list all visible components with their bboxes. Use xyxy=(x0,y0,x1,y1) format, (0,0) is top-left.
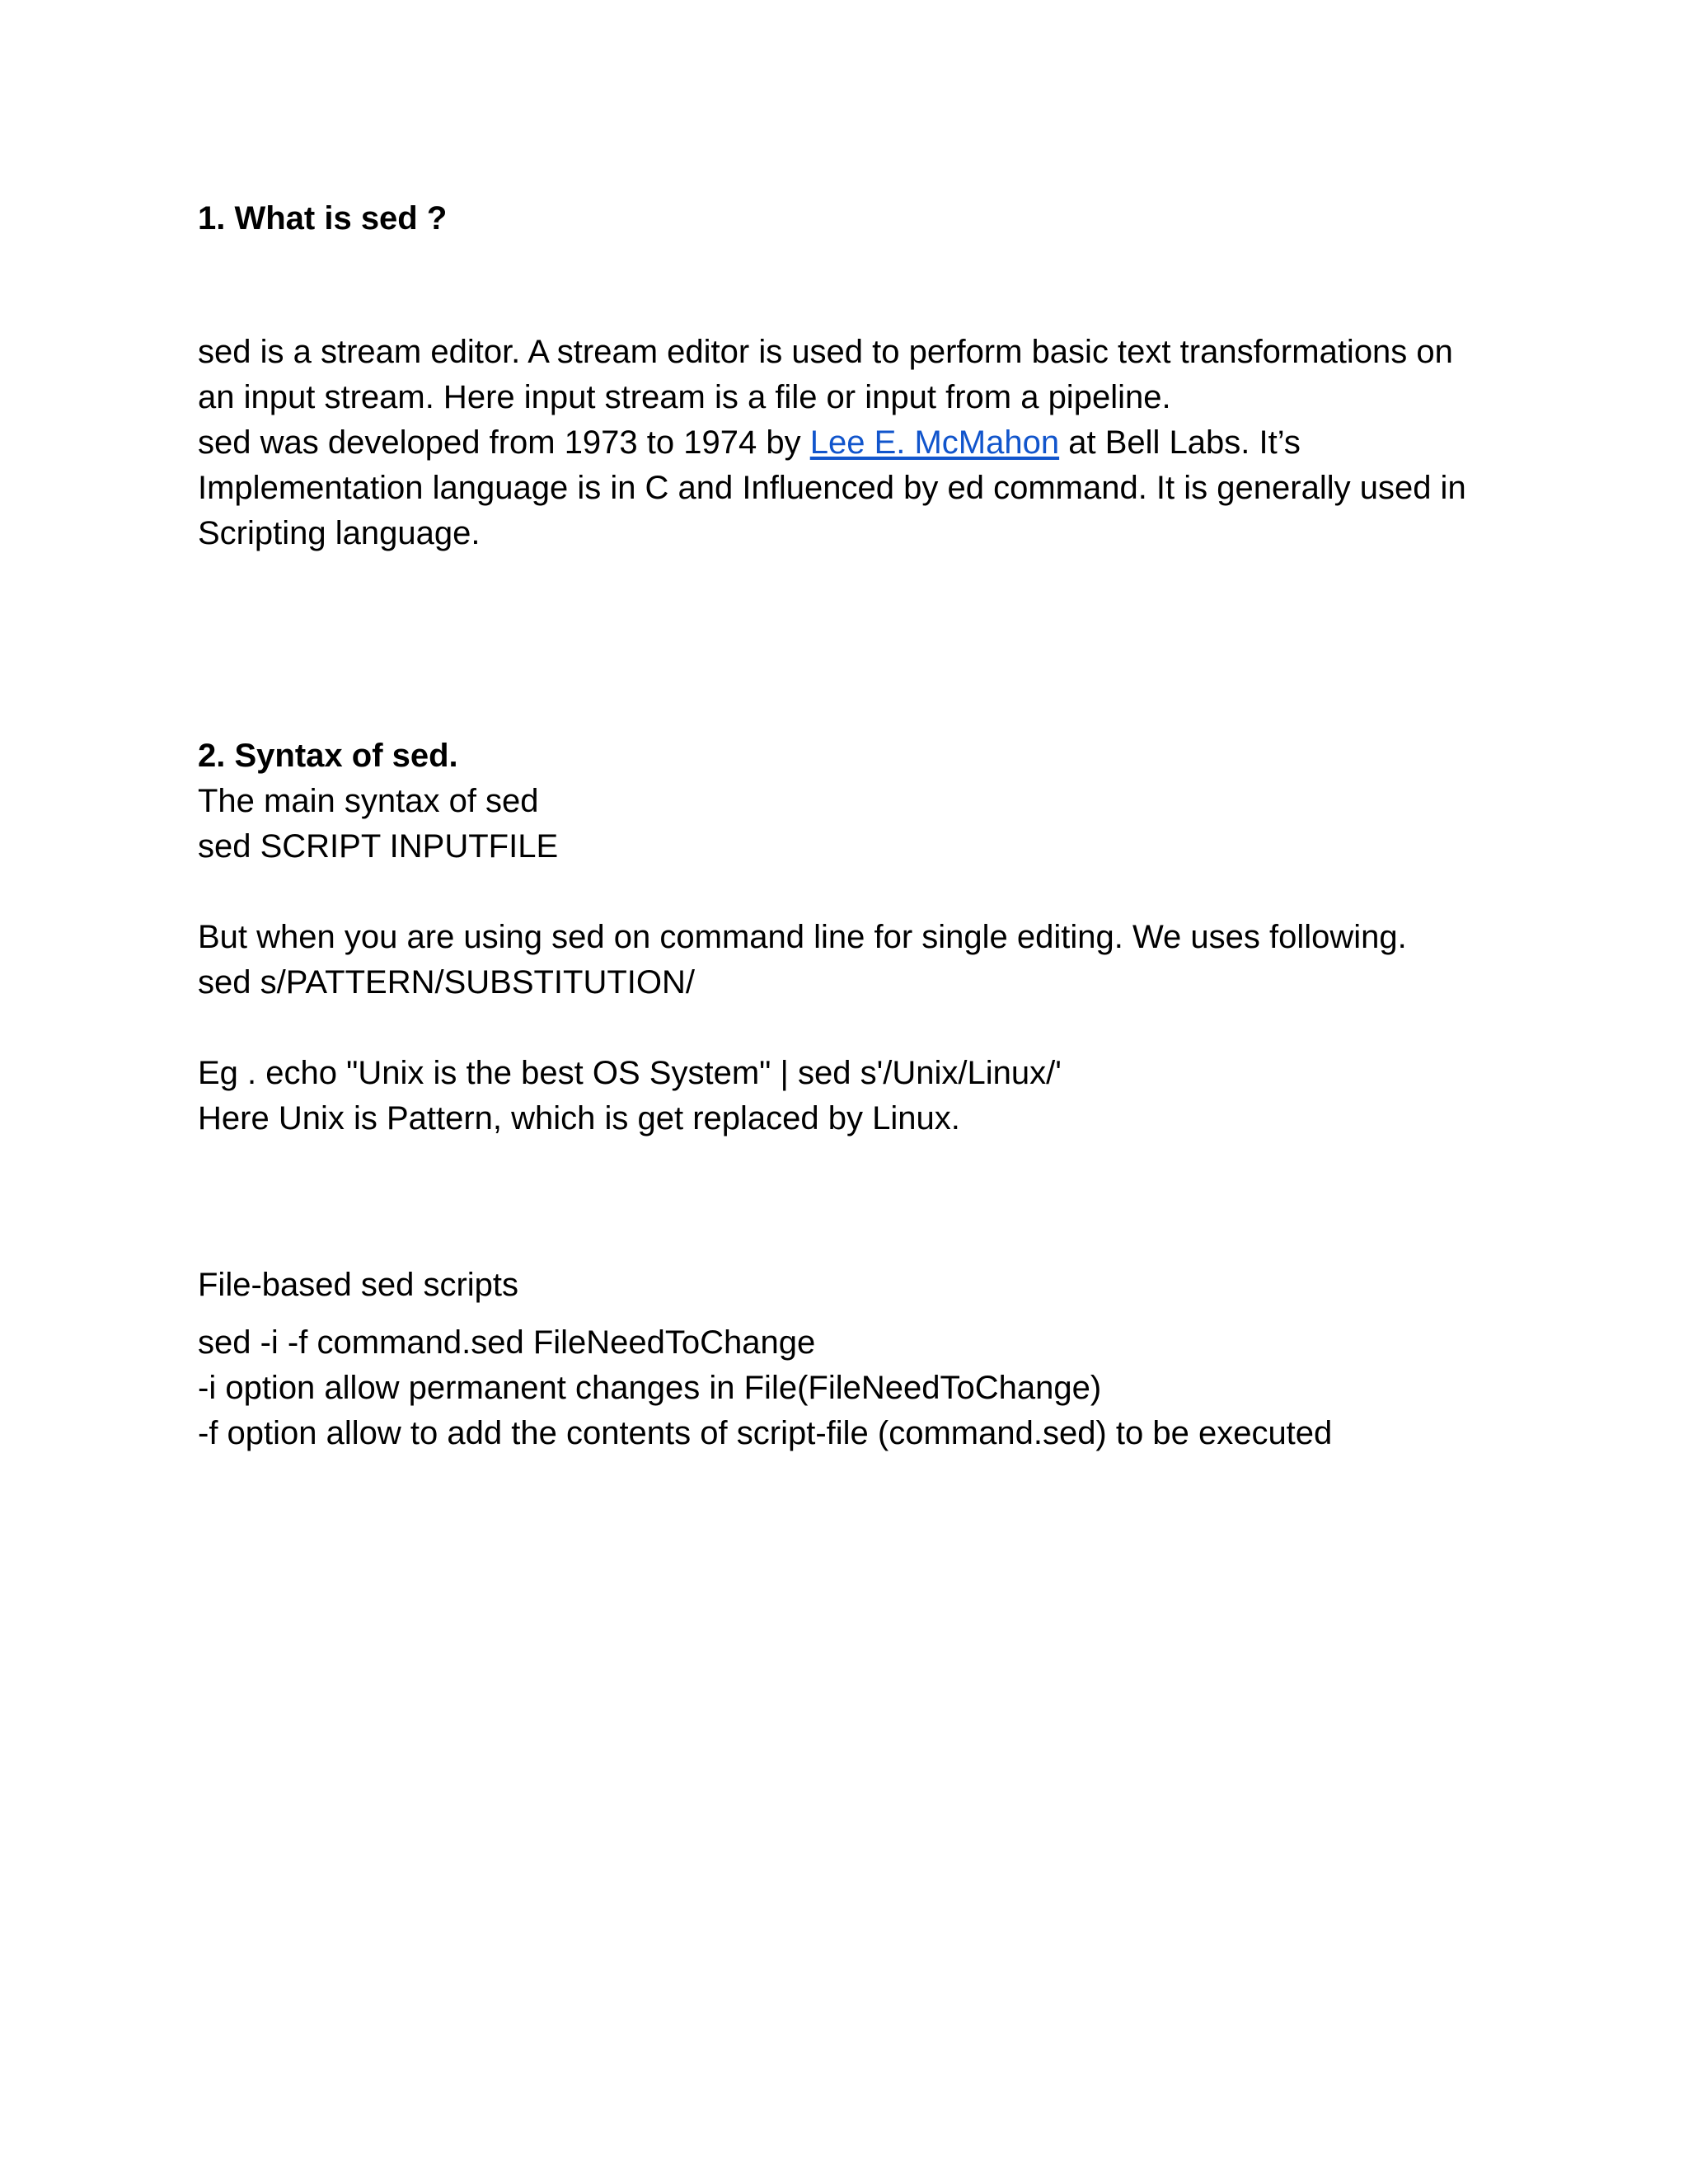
section2-line-example-explanation: Here Unix is Pattern, which is get replaced by Linux. xyxy=(198,1100,960,1137)
lee-mcmahon-link[interactable]: Lee E. McMahon xyxy=(809,424,1060,461)
section1-paragraph-line-1: sed is a stream editor. A stream editor is used to perform basic text transformations on xyxy=(198,334,1453,370)
section2-line-syntax-command: sed SCRIPT INPUTFILE xyxy=(198,828,559,865)
section2-line-substitution-syntax: sed s/PATTERN/SUBSTITUTION/ xyxy=(198,964,696,1001)
section2-heading: 2. Syntax of sed. xyxy=(198,738,458,774)
section1-heading: 1. What is sed ? xyxy=(198,200,448,237)
section1-history-line xyxy=(198,420,1301,466)
history-text-after-link: at Bell Labs. It’s xyxy=(1059,424,1301,461)
section1-paragraph-line-2: an input stream. Here input stream is a file or input from a pipeline. xyxy=(198,379,1171,415)
section3-line-i-option: -i option allow permanent changes in File(FileNeedToChange) xyxy=(198,1370,1102,1406)
section3-line-f-option: -f option allow to add the contents of script-file (command.sed) to be executed xyxy=(198,1415,1333,1451)
history-text-before-link: sed was developed from 1973 to 1974 by xyxy=(198,424,810,461)
section2-line-example: Eg . echo "Unix is the best OS System" | sed s'/Unix/Linux/' xyxy=(198,1055,1062,1091)
section2-line-main-syntax: The main syntax of sed xyxy=(198,783,539,819)
section1-paragraph-line-4: Implementation language is in C and Influenced by ed command. It is generally used in xyxy=(198,470,1466,506)
section2-line-command-line-note: But when you are using sed on command line for single editing. We uses following. xyxy=(198,919,1407,955)
section3-title: File-based sed scripts xyxy=(198,1267,519,1303)
section3-line-command: sed -i -f command.sed FileNeedToChange xyxy=(198,1324,816,1361)
section1-paragraph-line-5: Scripting language. xyxy=(198,515,481,551)
